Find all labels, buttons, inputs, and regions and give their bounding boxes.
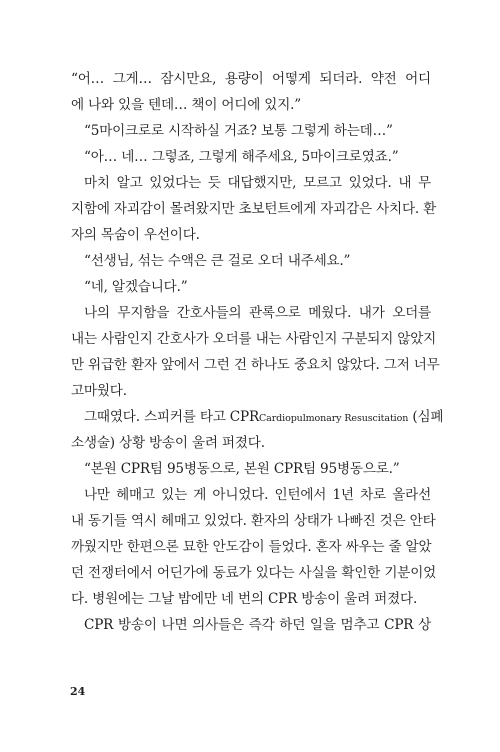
text-line: 나의 무지함을 간호사들의 관록으로 메웠다. 내가 오더를 [84, 305, 431, 321]
text-line: 내 동기들 역시 헤매고 있었다. 환자의 상태가 나빠진 것은 안타 [71, 513, 436, 529]
text-line: 만 위급한 환자 앞에서 그런 건 하나도 중요치 않았다. 그저 너무 [71, 357, 440, 373]
text-line: 까웠지만 한편으론 묘한 안도감이 들었다. 혼자 싸우는 줄 알았 [71, 539, 432, 555]
text-line: 지함에 자괴감이 몰려왔지만 초보턴트에게 자괴감은 사치다. 환 [71, 201, 437, 217]
text-line: “네, 알겠습니다.” [84, 279, 188, 295]
text-line: 던 전쟁터에서 어딘가에 동료가 있다는 사실을 확인한 기분이었 [71, 565, 437, 581]
cpr-gloss-tail: (심폐 [408, 409, 444, 425]
text-line: 자의 목숨이 우선이다. [71, 227, 200, 243]
page-number: 24 [70, 685, 86, 698]
text-line: 에 나와 있을 텐데… 책이 어디에 있지.” [71, 97, 302, 113]
text-line: 나만 헤매고 있는 게 아니었다. 인턴에서 1년 차로 올라선 [84, 487, 431, 503]
text-line: 마치 알고 있었다는 듯 대답했지만, 모르고 있었다. 내 무 [84, 175, 431, 191]
text-line: CPR 방송이 나면 의사들은 즉각 하던 일을 멈추고 CPR 상 [84, 617, 431, 633]
text-line: 내는 사람인지 간호사가 오더를 내는 사람인지 구분되지 않았지 [71, 331, 437, 347]
text-line: 다. 병원에는 그날 밤에만 네 번의 CPR 방송이 울려 퍼졌다. [71, 591, 418, 607]
text-line: 고마웠다. [71, 383, 127, 399]
text-line: “아… 네… 그렇죠, 그렇게 해주세요, 5마이크로였죠.” [84, 149, 399, 165]
text-segment: 그때였다. 스피커를 타고 CPR [84, 409, 259, 425]
text-line: 소생술) 상황 방송이 울려 퍼졌다. [71, 435, 265, 451]
text-line: “어… 그게… 잠시만요, 용량이 어떻게 되더라. 약전 어디 [71, 71, 431, 87]
text-line: “본원 CPR팀 95병동으로, 본원 CPR팀 95병동으로.” [84, 461, 400, 477]
text-line-cpr [84, 404, 444, 430]
cpr-gloss: Cardiopulmonary Resuscitation [258, 413, 409, 424]
text-line: “5마이크로로 시작하실 거죠? 보통 그렇게 하는데…” [84, 123, 393, 139]
text-line: “선생님, 섞는 수액은 큰 걸로 오더 내주세요.” [84, 253, 351, 269]
